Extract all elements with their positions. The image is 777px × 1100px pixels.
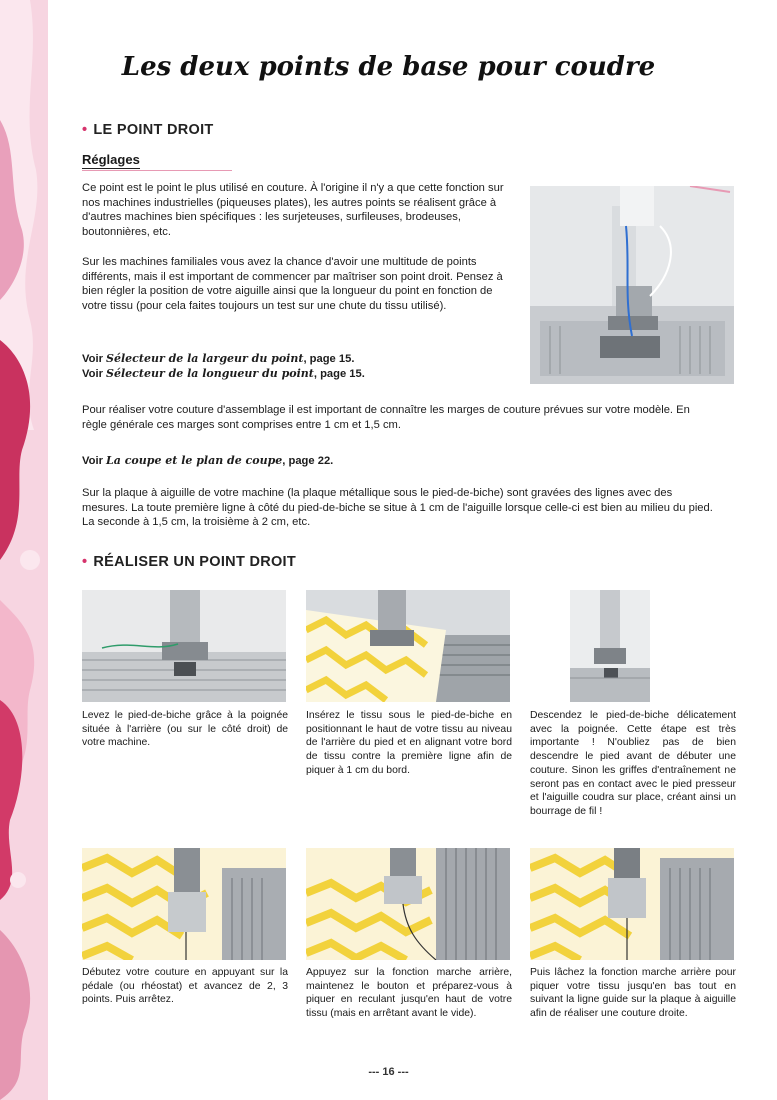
decorative-side-pattern — [0, 0, 48, 1100]
ref-suffix: , page 22. — [282, 455, 334, 467]
photo-step-3 — [570, 590, 650, 702]
ref-suffix: , page 15. — [313, 368, 365, 380]
reference-coupe — [82, 454, 702, 469]
ref-title: Sélecteur de la longueur du point — [106, 367, 314, 380]
photo-needle-plate — [530, 186, 734, 384]
photo-step-6 — [530, 848, 734, 960]
page-title: Les deux points de base pour coudre — [121, 52, 656, 82]
photo-step-2 — [306, 590, 510, 702]
ref-prefix: Voir — [82, 353, 103, 365]
paragraph-plaque: Sur la plaque à aiguille de votre machine (la plaque métallique sous le pied-de-biche) sont gravées des lignes avec des mesures. La toute première ligne à côté du pied-de-biche se situe à 1 cm de l'aiguille lorsque celle-ci est bien au milieu du pied. La seconde à 1,5 cm, la troisième à 2 cm, etc. — [82, 487, 713, 529]
page-number: --- 16 --- — [368, 1066, 409, 1078]
subheading-divider — [82, 170, 232, 171]
ref-prefix: Voir — [82, 368, 103, 380]
section-heading-realiser — [82, 554, 296, 570]
ref-title: La coupe et le plan de coupe — [106, 454, 283, 467]
bullet-dot: • — [82, 554, 88, 570]
caption-step-1: Levez le pied-de-biche grâce à la poignée située à l'arrière (ou sur le côté droit) de votre machine. — [82, 710, 288, 749]
section-heading-point-droit — [82, 122, 214, 138]
section-heading-text: LE POINT DROIT — [93, 122, 214, 138]
paragraph-machines-familiales: Sur les machines familiales vous avez la chance d'avoir une multitude de points différents, mais il est important de commencer par maîtriser son point droit. Pensez à bien régler la position de votre aiguille ainsi que la longueur du point en fonction de votre tissu (pour cela faites toujours un test sur une chute du tissu utilisé). — [82, 256, 503, 312]
subheading-reglages: Réglages — [82, 152, 140, 167]
ref-prefix: Voir — [82, 455, 103, 467]
caption-step-4: Débutez votre couture en appuyant sur la pédale (ou rhéostat) et avancez de 2, 3 points. Puis arrêtez. — [82, 967, 288, 1006]
caption-step-6: Puis lâchez la fonction marche arrière pour piquer votre tissu jusqu'en bas tout en suivant la ligne guide sur la plaque à aiguille afin de réaliser une couture droite. — [530, 967, 736, 1020]
section-heading-text: RÉALISER UN POINT DROIT — [93, 554, 297, 570]
bullet-dot: • — [82, 122, 88, 138]
ref-suffix: , page 15. — [303, 353, 355, 365]
ref-title: Sélecteur de la largeur du point — [106, 352, 304, 365]
photo-step-4 — [82, 848, 286, 960]
reference-largeur — [82, 352, 512, 367]
photo-step-1 — [82, 590, 286, 702]
caption-step-5: Appuyez sur la fonction marche arrière, maintenez le bouton et préparez-vous à piquer en reculant jusqu'en haut de votre tissu (mais en arrêtant avant le vide). — [306, 967, 512, 1020]
caption-step-2: Insérez le tissu sous le pied-de-biche en positionnant le haut de votre tissu au niveau de l'arrière du pied et en alignant votre bord de tissu contre la première ligne afin de piquer à 1 cm du bord. — [306, 710, 512, 776]
reference-longueur — [82, 367, 512, 382]
paragraph-marges: Pour réaliser votre couture d'assemblage il est important de connaître les marges de couture prévues sur votre modèle. En règle générale ces marges sont comprises entre 1 cm et 1,5 cm. — [82, 404, 690, 431]
caption-step-3: Descendez le pied-de-biche délicatement avec la poignée. Cette étape est très importante ! N'oubliez pas de bien descendre le pied avant de débuter une couture. Sinon les griffes d'entraînement ne seront pas en contact avec le pied presseur et l'aiguille coudra sur place, créant ainsi un bourrage de fil ! — [530, 710, 736, 817]
paragraph-intro: Ce point est le point le plus utilisé en couture. À l'origine il n'y a que cette fonction sur nos machines industrielles (piqueuses plates), les autres points se réalisent grâce à d'autres machines bien spécifiques : les surjeteuses, surfileuses, brodeuses, boutonnières, etc. — [82, 182, 504, 238]
photo-step-5 — [306, 848, 510, 960]
